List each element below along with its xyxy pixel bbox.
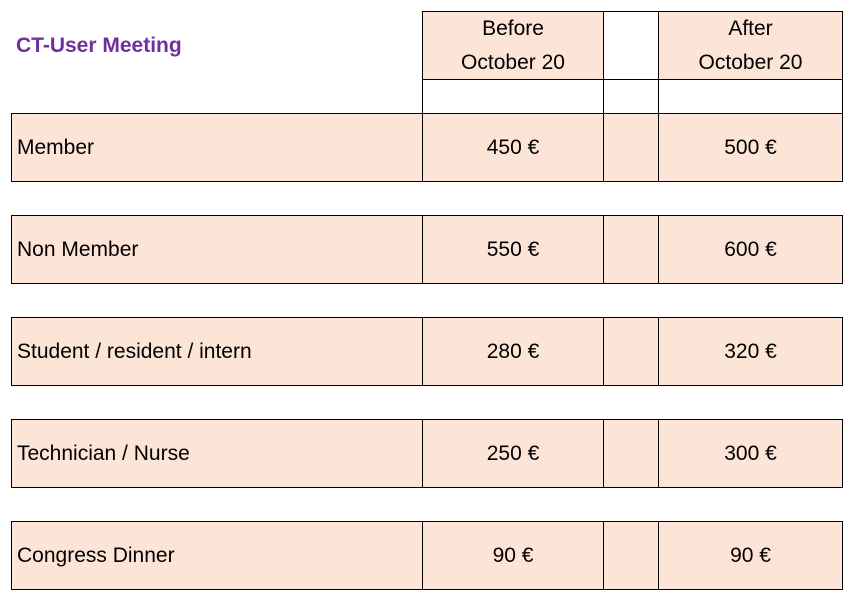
- header-before-line2: October 20: [461, 50, 565, 74]
- header-after: [658, 11, 843, 80]
- row-price-after-congress-dinner: 90 €: [658, 521, 843, 590]
- row-label-technician: Technician / Nurse: [11, 419, 423, 488]
- header-after-line2: October 20: [698, 50, 803, 74]
- row-label-member: Member: [11, 113, 423, 182]
- row-price-after-member: 500 €: [658, 113, 843, 182]
- subheader-before: [422, 79, 604, 114]
- row-spacer-non-member: [603, 215, 659, 284]
- row-spacer-technician: [603, 419, 659, 488]
- subheader-after: [658, 79, 843, 114]
- row-price-before-non-member: 550 €: [422, 215, 604, 284]
- row-price-after-student: 320 €: [658, 317, 843, 386]
- header-before-line1: Before: [482, 16, 544, 40]
- header-after-line1: After: [728, 16, 773, 40]
- row-price-before-student: 280 €: [422, 317, 604, 386]
- header-before: [422, 11, 604, 80]
- row-label-non-member: Non Member: [11, 215, 423, 284]
- row-price-before-member: 450 €: [422, 113, 604, 182]
- row-spacer-congress-dinner: [603, 521, 659, 590]
- row-price-after-non-member: 600 €: [658, 215, 843, 284]
- row-price-before-congress-dinner: 90 €: [422, 521, 604, 590]
- header-spacer: [603, 11, 659, 80]
- page-title: CT-User Meeting: [16, 34, 182, 57]
- row-label-congress-dinner: Congress Dinner: [11, 521, 423, 590]
- row-price-after-technician: 300 €: [658, 419, 843, 488]
- row-spacer-member: [603, 113, 659, 182]
- row-spacer-student: [603, 317, 659, 386]
- row-price-before-technician: 250 €: [422, 419, 604, 488]
- row-label-student: Student / resident / intern: [11, 317, 423, 386]
- subheader-spacer: [603, 79, 659, 114]
